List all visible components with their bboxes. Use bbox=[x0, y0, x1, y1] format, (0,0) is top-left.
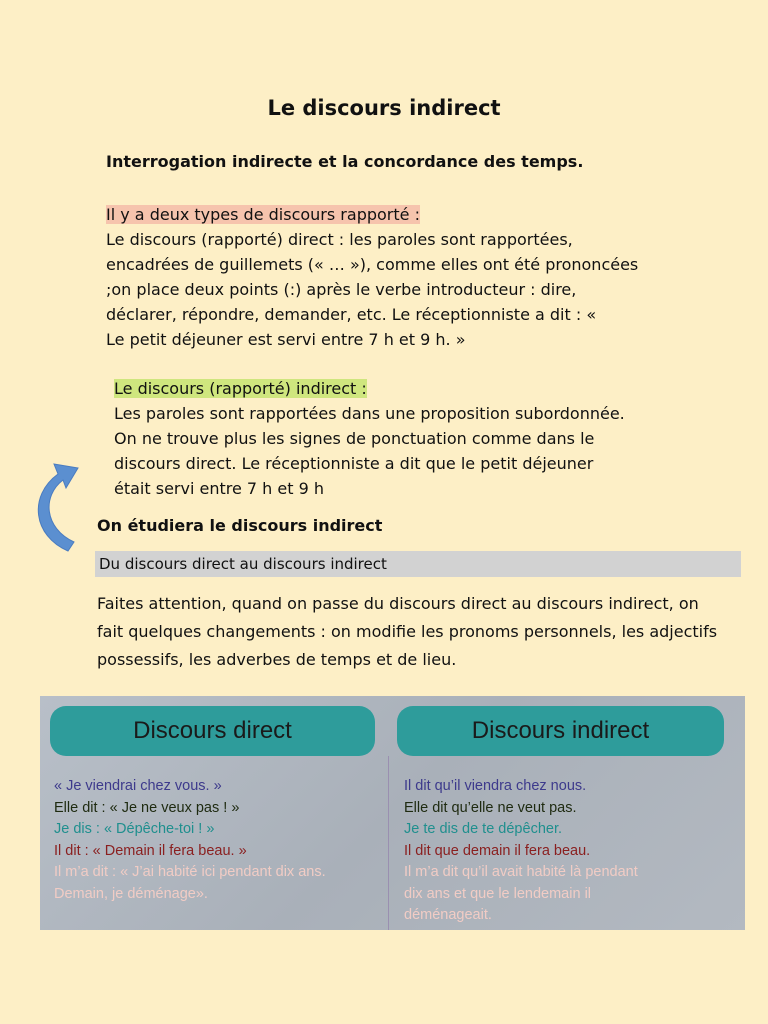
direct-heading: Il y a deux types de discours rapporté : bbox=[106, 205, 420, 224]
indirect-line: était servi entre 7 h et 9 h bbox=[114, 479, 324, 498]
section-bar: Du discours direct au discours indirect bbox=[95, 551, 741, 577]
subtitle: Interrogation indirecte et la concordance des temps. bbox=[106, 152, 584, 171]
direct-example: Il m’a dit : « J’ai habité ici pendant dix ans. bbox=[54, 864, 326, 880]
direct-example: Il dit : « Demain il fera beau. » bbox=[54, 842, 247, 859]
direct-line: encadrées de guillemets (« … »), comme elles ont été prononcées bbox=[106, 255, 639, 274]
attention-line: possessifs, les adverbes de temps et de lieu. bbox=[97, 650, 457, 669]
direct-line: Le petit déjeuner est servi entre 7 h et 9 h. » bbox=[106, 330, 466, 349]
direct-example: Demain, je déménage». bbox=[54, 885, 208, 902]
indirect-header: Discours indirect bbox=[397, 706, 724, 756]
indirect-example: Il dit qu’il viendra chez nous. bbox=[404, 778, 587, 794]
indirect-example: Il dit que demain il fera beau. bbox=[404, 842, 591, 859]
direct-line: ;on place deux points (:) après le verbe introducteur : dire, bbox=[106, 280, 577, 299]
attention-paragraph bbox=[97, 590, 747, 674]
attention-line: fait quelques changements : on modifie les pronoms personnels, les adjectifs bbox=[97, 622, 718, 641]
study-title: On étudiera le discours indirect bbox=[97, 516, 383, 535]
indirect-heading: Le discours (rapporté) indirect : bbox=[114, 379, 367, 398]
indirect-line: Les paroles sont rapportées dans une proposition subordonnée. bbox=[114, 404, 625, 423]
curved-arrow-icon bbox=[28, 456, 88, 556]
direct-example: Je dis : « Dépêche-toi ! » bbox=[54, 821, 215, 837]
direct-examples bbox=[54, 776, 384, 905]
direct-line: Le discours (rapporté) direct : les paroles sont rapportées, bbox=[106, 230, 573, 249]
indirect-example: déménageait. bbox=[404, 907, 492, 923]
indirect-line: On ne trouve plus les signes de ponctuation comme dans le bbox=[114, 429, 595, 448]
direct-header: Discours direct bbox=[50, 706, 375, 756]
comparison-table bbox=[40, 696, 745, 930]
direct-line: déclarer, répondre, demander, etc. Le réceptionniste a dit : « bbox=[106, 305, 597, 324]
indirect-line: discours direct. Le réceptionniste a dit que le petit déjeuner bbox=[114, 454, 594, 473]
indirect-discourse-section bbox=[114, 376, 694, 501]
indirect-example: Elle dit qu’elle ne veut pas. bbox=[404, 799, 577, 816]
page-title: Le discours indirect bbox=[267, 96, 501, 120]
attention-line: Faites attention, quand on passe du discours direct au discours indirect, on bbox=[97, 594, 699, 613]
direct-example: Elle dit : « Je ne veux pas ! » bbox=[54, 799, 240, 816]
column-divider bbox=[388, 756, 389, 930]
direct-example: « Je viendrai chez vous. » bbox=[54, 778, 222, 794]
indirect-example: Je te dis de te dépêcher. bbox=[404, 821, 562, 837]
indirect-example: dix ans et que le lendemain il bbox=[404, 885, 592, 902]
indirect-examples bbox=[404, 776, 734, 927]
direct-discourse-section bbox=[106, 202, 686, 352]
indirect-example: Il m’a dit qu’il avait habité là pendant bbox=[404, 864, 638, 880]
